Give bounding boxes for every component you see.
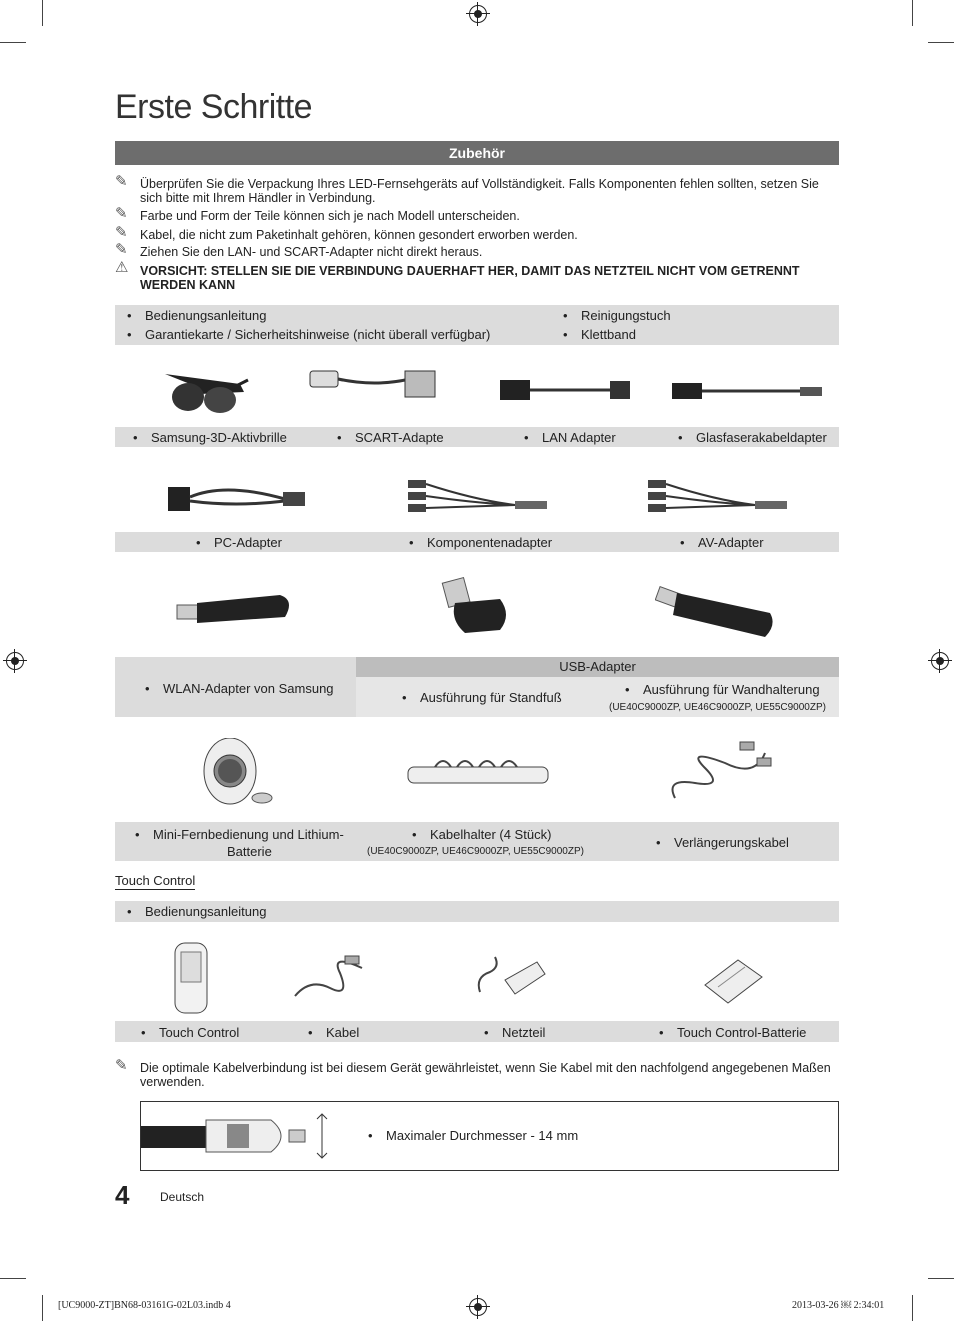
row1-labels <box>115 427 839 447</box>
section-header: Zubehör <box>115 141 839 165</box>
model-note: (UE40C9000ZP, UE46C9000ZP, UE55C9000ZP) <box>367 846 584 857</box>
list-item: • Ausführung für Wandhalterung <box>643 682 820 697</box>
list-item: • Bedienungsanleitung <box>145 904 266 919</box>
list-item-continuation: Batterie <box>227 844 272 859</box>
list-item: • Garantiekarte / Sicherheitshinweise (nicht überall verfügbar) <box>145 327 490 342</box>
usb-adapter-header: USB-Adapter <box>356 657 839 677</box>
mini-remote-image <box>200 738 275 808</box>
registration-mark-icon <box>931 652 949 670</box>
page-number: 4 <box>115 1180 130 1210</box>
touch-battery-image <box>700 955 765 1005</box>
list-item: • LAN Adapter <box>542 430 616 445</box>
list-item: • Kabel <box>326 1025 359 1040</box>
scart-adapter-image <box>305 365 440 405</box>
touch-row-labels <box>115 1021 839 1042</box>
list-item: • Samsung-3D-Aktivbrille <box>151 430 287 445</box>
pencil-note-icon: ✎ <box>115 1057 128 1074</box>
pc-adapter-image <box>165 477 310 517</box>
list-item: • Kabelhalter (4 Stück) <box>430 827 551 842</box>
av-adapter-image <box>645 475 790 517</box>
row4-labels <box>115 822 839 861</box>
note: ✎ Kabel, die nicht zum Paketinhalt gehören, können gesondert erworben werden. <box>115 224 578 242</box>
row3-labels <box>115 657 839 717</box>
list-item: • Komponentenadapter <box>427 535 552 550</box>
list-item: • Verlängerungskabel <box>674 835 789 850</box>
extension-cable-image <box>665 738 775 806</box>
list-item: • Glasfaserakabeldapter <box>696 430 827 445</box>
note: ✎ Überprüfen Sie die Verpackung Ihres LED-Fernsehgeräts auf Vollständigkeit. Falls Komponenten fehlen sollten, setzen Sie sich bitte mit Ihrem Händler in Verbindung. <box>115 173 819 205</box>
usb-wall-adapter-image <box>655 585 780 643</box>
warning-note: ⚠ VORSICHT: STELLEN SIE DIE VERBINDUNG DAUERHAFT HER, DAMIT DAS NETZTEIL NICHT VOM GETRENNT WERDEN KANN <box>115 259 800 292</box>
page-language: Deutsch <box>160 1190 205 1204</box>
optical-cable-adapter-image <box>670 380 825 405</box>
note: ✎ Farbe und Form der Teile können sich je nach Modell unterscheiden. <box>115 205 520 223</box>
touch-cable-image <box>290 948 370 1003</box>
page-title: Erste Schritte <box>115 88 313 126</box>
print-timestamp: 2013-03-26 ￼ 2:34:01 <box>792 1300 885 1311</box>
row2-labels <box>115 532 839 552</box>
warning-triangle-icon: ⚠ <box>115 259 129 276</box>
registration-mark-icon <box>469 1298 487 1316</box>
list-item: • Touch Control <box>159 1025 239 1040</box>
model-note: (UE40C9000ZP, UE46C9000ZP, UE55C9000ZP) <box>609 702 826 713</box>
usb-stand-adapter-image <box>440 575 515 635</box>
note: ✎ Ziehen Sie den LAN- und SCART-Adapter nicht direkt heraus. <box>115 241 483 259</box>
touch-control-heading: Touch Control <box>115 873 196 888</box>
list-item: • Klettband <box>581 327 636 342</box>
list-item: • PC-Adapter <box>214 535 282 550</box>
list-item: • WLAN-Adapter von Samsung <box>163 681 334 696</box>
cable-diameter-illustration <box>141 1112 341 1160</box>
pencil-note-icon: ✎ <box>115 205 128 222</box>
registration-mark-icon <box>469 5 487 23</box>
list-item: • Reinigungstuch <box>581 308 671 323</box>
cable-holder-image <box>405 755 550 795</box>
cable-note: ✎ Die optimale Kabelverbindung ist bei diesem Gerät gewährleistet, wenn Sie Kabel mit den nachfolgend angegebenen Maßen verwenden. <box>115 1057 831 1089</box>
power-supply-image <box>475 952 550 1000</box>
list-item: • Netzteil <box>502 1025 545 1040</box>
component-adapter-image <box>405 475 550 517</box>
lan-adapter-image <box>498 375 633 407</box>
print-slug: [UC9000-ZT]BN68-03161G-02L03.indb 4 <box>58 1300 231 1311</box>
list-item: • Mini-Fernbedienung und Lithium- <box>153 827 344 842</box>
3d-glasses-image <box>160 362 250 417</box>
touch-docs-band <box>115 901 839 922</box>
wlan-adapter-image <box>175 585 300 630</box>
list-item: • SCART-Adapte <box>355 430 444 445</box>
registration-mark-icon <box>6 652 24 670</box>
list-item: • AV-Adapter <box>698 535 764 550</box>
touch-control-remote-image <box>172 940 210 1016</box>
pencil-note-icon: ✎ <box>115 173 128 190</box>
cable-spec-box <box>140 1101 839 1171</box>
list-item: • Bedienungsanleitung <box>145 308 266 323</box>
docs-band <box>115 305 839 345</box>
list-item: • Ausführung für Standfuß <box>420 690 562 705</box>
pencil-note-icon: ✎ <box>115 224 128 241</box>
pencil-note-icon: ✎ <box>115 241 128 258</box>
list-item: • Maximaler Durchmesser - 14 mm <box>386 1128 578 1143</box>
list-item: • Touch Control-Batterie <box>677 1025 806 1040</box>
